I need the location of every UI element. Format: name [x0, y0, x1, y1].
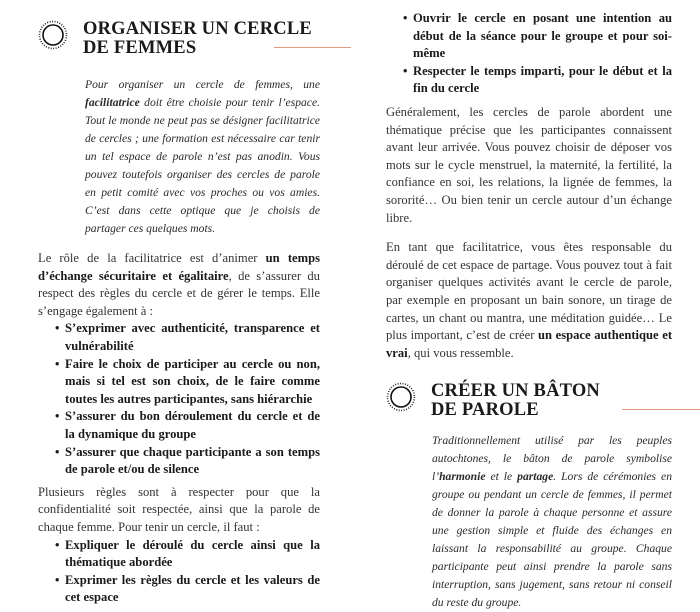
text: , de s’assurer du respect des règles du cercle et de gérer le temps. Elle s’engage également à :: [38, 268, 320, 318]
heading-line-1: ORGANISER UN CERCLE: [83, 19, 312, 39]
text: , qui vous ressemble.: [407, 345, 514, 360]
list-item: • Respecter le temps imparti, pour le début et la fin du cercle: [403, 63, 672, 98]
text: et le: [485, 470, 518, 484]
bold-text: partage: [517, 470, 554, 484]
heading-line-2: DE FEMMES: [83, 38, 197, 58]
intro-paragraph: [85, 76, 320, 238]
list-item: • Ouvrir le cercle en posant une intention au début de la séance pour le groupe et pour soi-même: [403, 10, 672, 63]
sun-circle-icon: [38, 20, 68, 50]
paragraph: [386, 239, 672, 362]
section-header-baton: [386, 382, 672, 420]
text: doit être choisie pour tenir l’espace. Tout le monde ne peut pas se désigner facilitatrice de cercles ; une formation est nécessaire car tenir un tel espace de parole n’est pas anodin. Vous pouvez toutefois organiser des cercles de parole en petit comité avec vos proches ou vos amies. C’est dans cette optique que je choisis de partager ces quelques mots.: [85, 96, 320, 235]
accent-rule: [622, 409, 700, 410]
list-item: • S’assurer du bon déroulement du cercle et de la dynamique du groupe: [55, 408, 320, 443]
paragraph: [38, 250, 320, 320]
list-item: • Expliquer le déroulé du cercle ainsi que la thématique abordée: [55, 537, 320, 572]
sun-circle-icon: [386, 382, 416, 412]
bullet-list: [403, 10, 672, 98]
section-header-organiser: [38, 20, 320, 58]
text: En tant que facilitatrice, vous êtes responsable du déroulé de cet espace de partage. Vous pouvez tout à fait organiser quelques activités avant le cercle de parole, par exemple en proposant un bain sonore, un tirage de cartes, un chant ou mantra, une méditation guidée… Le plus important, c’est de créer: [386, 240, 672, 343]
bold-text: harmonie: [439, 470, 486, 484]
paragraph: Généralement, les cercles de parole abordent une thématique précise que les participantes connaissent avant leur arrivée. Vous pouvez choisir de déposer vos mots sur le cycle menstruel, la maternité, la fertilité, la confiance en soi, les relations, la lignée de femmes, la sororité… Ou bien tenir un cercle autour d’un échange libre.: [386, 104, 672, 225]
accent-rule: [274, 47, 351, 48]
left-page: [38, 20, 320, 607]
heading-line-1: CRÉER UN BÂTON: [431, 381, 600, 402]
bold-text: facilitatrice: [85, 96, 140, 109]
list-item: • S’exprimer avec authenticité, transparence et vulnérabilité: [55, 320, 320, 355]
right-page: [386, 10, 672, 612]
section-heading-organiser: [83, 20, 312, 58]
bold-text: un espace authentique et vrai: [386, 328, 673, 360]
paragraph: Plusieurs règles sont à respecter pour que la confidentialité soit respectée, ainsi que la parole de chaque femme. Pour tenir un cercle, il faut :: [38, 484, 320, 534]
section-heading-baton: [431, 382, 600, 420]
bullet-list: [55, 537, 320, 607]
intro-paragraph: [432, 432, 672, 612]
bullet-list: [55, 320, 320, 478]
text: Pour organiser un cercle de femmes, une: [85, 78, 320, 91]
bold-text: un temps d’échange sécuritaire et égalitaire: [38, 251, 320, 283]
text: Le rôle de la facilitatrice est d’animer: [38, 251, 266, 265]
list-item: • Faire le choix de participer au cercle ou non, mais si tel est son choix, de le faire comme toutes les autres participantes, sans hiérarchie: [55, 356, 320, 409]
list-item: • S’assurer que chaque participante a son temps de parole et/ou de silence: [55, 444, 320, 479]
heading-line-2: DE PAROLE: [431, 400, 539, 421]
list-item: • Exprimer les règles du cercle et les valeurs de cet espace: [55, 572, 320, 607]
text: Traditionnellement utilisé par les peuples autochtones, le bâton de parole symbolise l’: [432, 434, 672, 484]
text: . Lors de cérémonies en groupe ou pendant un cercle de femmes, il permet de donner la parole à chaque personne et assure une gestion simple et fluide des échanges en laissant la responsabilité au groupe. Chaque participante peut ainsi prendre la parole sans interruption, sans jugement, sans retour ni conseil du reste du groupe.: [432, 470, 672, 610]
